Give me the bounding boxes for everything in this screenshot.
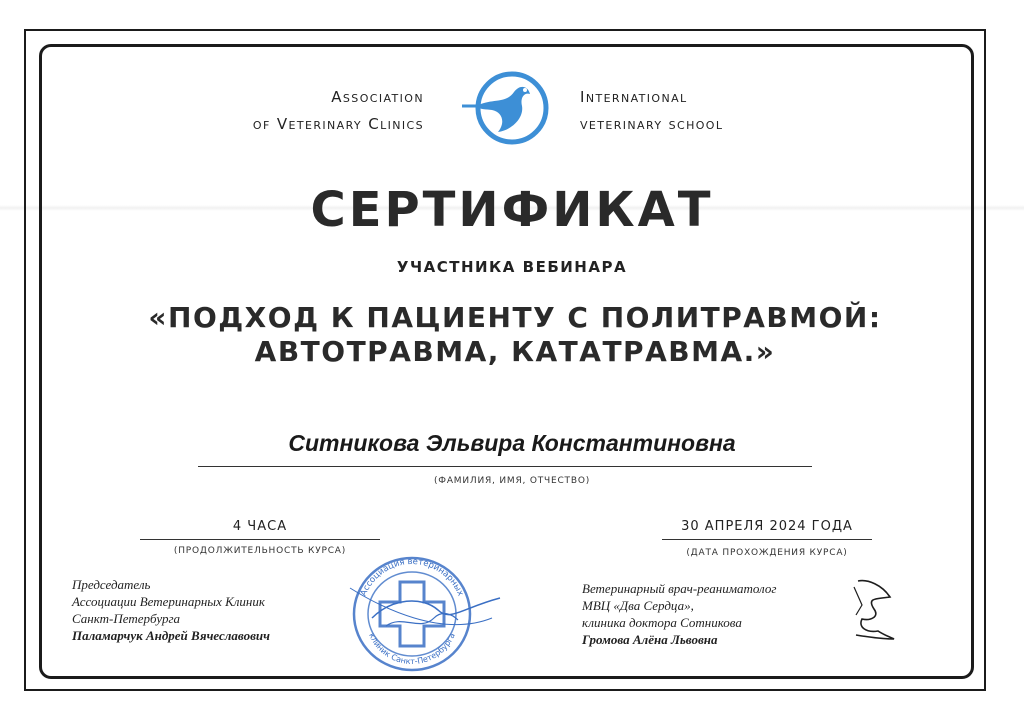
completion-date-value: 30 АПРЕЛЯ 2024 ГОДА: [681, 519, 853, 534]
participant-name: Ситникова Эльвира Константиновна: [288, 430, 736, 456]
association-line-2: of Veterinary Clinics: [252, 115, 424, 133]
left-signatory: [72, 576, 270, 644]
certificate-title: СЕРТИФИКАТ: [310, 182, 714, 238]
right-signatory-name: Громова Алёна Львовна: [582, 632, 718, 647]
right-signatory-title-1: Ветеринарный врач-реаниматолог: [582, 581, 777, 596]
stamp-text-top: Ассоциация ветеринарных: [358, 556, 466, 598]
right-signatory-title-3: клиника доктора Сотникова: [582, 615, 742, 630]
right-signatory: [582, 580, 776, 648]
duration-value: 4 ЧАСА: [232, 519, 288, 534]
left-signatory-title-3: Санкт-Петербурга: [72, 611, 181, 626]
association-name: [253, 84, 424, 138]
left-signatory-title-1: Председатель: [72, 577, 151, 592]
completion-date-caption: (ДАТА ПРОХОЖДЕНИЯ КУРСА): [686, 548, 848, 558]
right-signatory-title-2: МВЦ «Два Сердца»,: [582, 598, 694, 613]
duration-caption: (ПРОДОЛЖИТЕЛЬНОСТЬ КУРСА): [173, 546, 347, 556]
handwritten-signature: [848, 575, 898, 643]
course-title: [60, 301, 970, 369]
school-name: [580, 84, 723, 138]
course-title-line-1: «ПОДХОД К ПАЦИЕНТУ С ПОЛИТРАВМОЙ:: [148, 301, 882, 334]
name-caption: (ФАМИЛИЯ, ИМЯ, ОТЧЕСТВО): [433, 476, 591, 486]
school-line-1: International: [580, 88, 688, 106]
certificate-subtitle: УЧАСТНИКА ВЕБИНАРА: [396, 258, 628, 276]
completion-date-underline: [662, 539, 872, 540]
course-title-line-2: АВТОТРАВМА, КАТАТРАВМА.»: [254, 335, 776, 368]
cross-seal-stamp-icon: [342, 548, 502, 678]
left-signatory-title-2: Ассоциации Ветеринарных Клиник: [72, 594, 265, 609]
association-line-1: Association: [331, 88, 424, 106]
stamp-text-bottom: клиник Санкт-Петербурга: [367, 631, 457, 667]
duration-underline: [140, 539, 380, 540]
name-underline: [198, 466, 812, 467]
left-signatory-name: Паламарчук Андрей Вячеславович: [72, 628, 270, 643]
vet-school-logo-icon: [462, 68, 552, 148]
school-line-2: veterinary school: [580, 115, 724, 133]
